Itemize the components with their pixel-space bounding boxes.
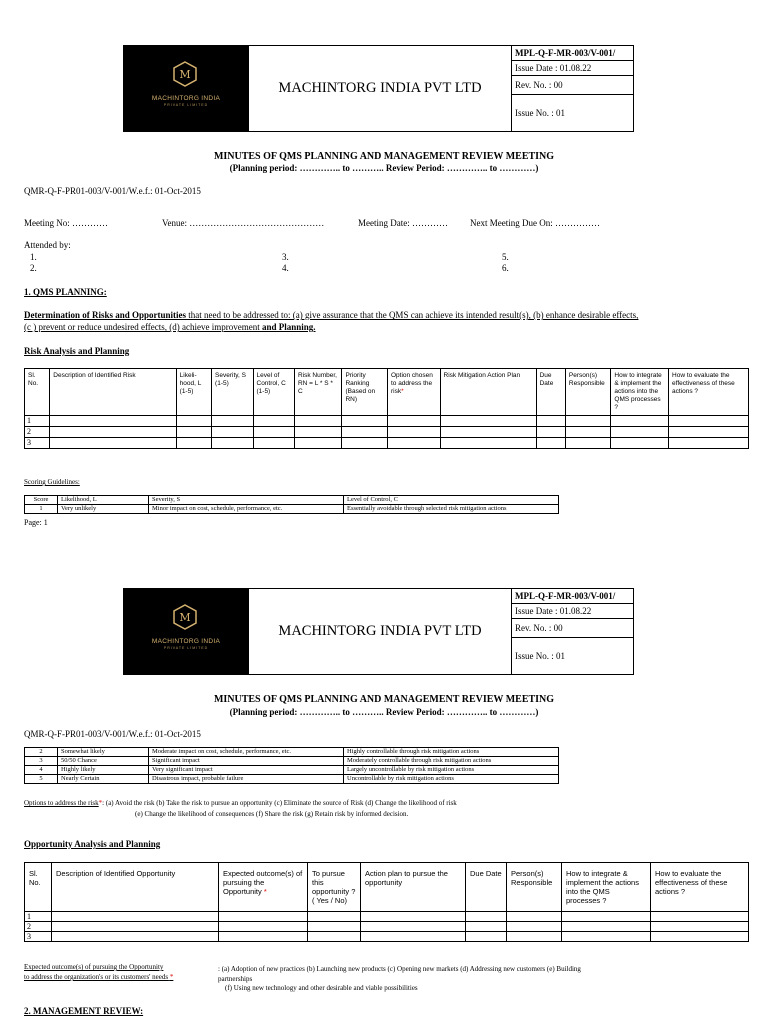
col-integrate: How to integrate & implement the actions into the QMS processes ? bbox=[611, 369, 669, 416]
table-row: 3 bbox=[25, 932, 749, 942]
planning-period: (Planning period: ………….. to ……….. Review Period: ………….. to …………) bbox=[229, 163, 539, 173]
expected-outcome-label: Expected outcome(s) of pursuing the Opportunity bbox=[24, 963, 164, 971]
col-risk-description: Description of Identified Risk bbox=[50, 369, 176, 416]
page-number: Page: 1 bbox=[24, 518, 48, 527]
scoring-label: Scoring Guidelines: bbox=[24, 478, 80, 486]
col-due-date: Due Date bbox=[536, 369, 565, 416]
expected-outcome-text-2: (f) Using new technology and other desirable and viable possibilities bbox=[225, 984, 418, 992]
expected-outcome-text: : (a) Adoption of new practices (b) Launching new products (c) Opening new markets (d) Addressing new customers (e) Building bbox=[218, 965, 581, 973]
logo-hexagon-icon bbox=[172, 61, 198, 87]
section-qms-planning: 1. QMS PLANNING: bbox=[24, 287, 107, 297]
logo-subtext: PRIVATE LIMITED bbox=[163, 103, 209, 107]
scoring-header: Severity, S bbox=[149, 496, 344, 505]
venue: Venue: ……………………………………… bbox=[162, 218, 325, 228]
risk-analysis-heading: Risk Analysis and Planning bbox=[24, 346, 130, 356]
col-option-chosen: Option chosen to address the risk* bbox=[387, 369, 440, 416]
next-meeting-date: Next Meeting Due On: …………… bbox=[470, 218, 600, 228]
table-row: 2 Somewhat likely Moderate impact on cost, schedule, performance, etc. Highly controllable through risk mitigation actions bbox=[25, 748, 559, 757]
header-block-2 bbox=[123, 588, 634, 675]
col-expected-outcome: Expected outcome(s) of pursuing the Opportunity * bbox=[219, 863, 308, 912]
attendee-2: 2. bbox=[30, 263, 37, 273]
col-responsible: Person(s) Responsible bbox=[565, 369, 611, 416]
scoring-header: Level of Control, C bbox=[344, 496, 559, 505]
col-likelihood: Likeli-hood, L (1-5) bbox=[176, 369, 211, 416]
section-management-review: 2. MANAGEMENT REVIEW: bbox=[24, 1006, 144, 1016]
col-evaluate: How to evaluate the effectiveness of these actions ? bbox=[651, 863, 749, 912]
page-title-2: MINUTES OF QMS PLANNING AND MANAGEMENT REVIEW MEETING bbox=[213, 694, 555, 705]
attended-by-label: Attended by: bbox=[24, 240, 71, 250]
logo-text: MACHINTORG INDIA bbox=[151, 95, 221, 102]
options-line-1: Options to address the risk*: (a) Avoid the risk (b) Take the risk to pursue an opportunity (c) Eliminate the source of Risk (d) Change the likelihood of risk bbox=[24, 799, 457, 807]
table-row: 1 bbox=[25, 416, 749, 427]
logo-subtext: PRIVATE LIMITED bbox=[163, 646, 209, 650]
company-logo bbox=[124, 46, 249, 131]
table-row: 3 50/50 Chance Significant impact Moderately controllable through risk mitigation actions bbox=[25, 757, 559, 766]
table-row: 1 bbox=[25, 912, 749, 922]
table-row: 5 Nearly Certain Disastrous impact, probable failure Uncontrollable by risk mitigation actions bbox=[25, 775, 559, 784]
attendee-5: 5. bbox=[502, 252, 509, 262]
scoring-table-continued bbox=[24, 747, 559, 784]
table-row: 1 Very unlikely Minor impact on cost, schedule, performance, etc. Essentially avoidable through selected risk mitigation actions bbox=[25, 505, 559, 514]
col-sl: Sl. No. bbox=[25, 369, 50, 416]
table-row: 2 bbox=[25, 922, 749, 932]
col-opportunity-description: Description of Identified Opportunity bbox=[52, 863, 219, 912]
logo-hexagon-icon bbox=[172, 604, 198, 630]
col-action-plan: Action plan to pursue the opportunity bbox=[361, 863, 466, 912]
svg-text:M: M bbox=[179, 611, 191, 624]
table-row: 3 bbox=[25, 438, 749, 449]
risk-table bbox=[24, 368, 749, 449]
form-reference: QMR-Q-F-PR01-003/V-001/W.e.f.: 01-Oct-2015 bbox=[24, 186, 201, 196]
attendee-3: 3. bbox=[282, 252, 289, 262]
col-due-date: Due Date bbox=[466, 863, 507, 912]
company-logo bbox=[124, 589, 249, 674]
attendee-4: 4. bbox=[282, 263, 289, 273]
svg-text:M: M bbox=[179, 68, 191, 81]
opportunity-table bbox=[24, 862, 749, 942]
scoring-header: Likelihood, L bbox=[58, 496, 149, 505]
rev-number: Rev. No. : 00 bbox=[512, 76, 633, 95]
page-title: MINUTES OF QMS PLANNING AND MANAGEMENT REVIEW MEETING bbox=[213, 151, 555, 162]
col-priority: Priority Ranking (Based on RN) bbox=[342, 369, 388, 416]
col-mitigation-plan: Risk Mitigation Action Plan bbox=[440, 369, 536, 416]
attendee-1: 1. bbox=[30, 252, 37, 262]
col-evaluate: How to evaluate the effectiveness of these actions ? bbox=[669, 369, 749, 416]
col-responsible: Person(s) Responsible bbox=[507, 863, 562, 912]
meeting-date: Meeting Date: ………… bbox=[358, 218, 448, 228]
doc-number: MPL-Q-F-MR-003/V-001/ bbox=[512, 589, 633, 604]
determination-text-2: (c ) prevent or reduce undesired effects, (d) achieve improvement and Planning. bbox=[24, 322, 316, 332]
rev-number: Rev. No. : 00 bbox=[512, 619, 633, 638]
issue-number: Issue No. : 01 bbox=[515, 651, 565, 661]
issue-number: Issue No. : 01 bbox=[515, 108, 565, 118]
form-reference-2: QMR-Q-F-PR01-003/V-001/W.e.f.: 01-Oct-2015 bbox=[24, 729, 201, 739]
planning-period-2: (Planning period: ………….. to ……….. Review Period: ………….. to …………) bbox=[229, 707, 539, 717]
logo-text: MACHINTORG INDIA bbox=[151, 638, 221, 645]
doc-number: MPL-Q-F-MR-003/V-001/ bbox=[512, 46, 633, 61]
table-row: 2 bbox=[25, 427, 749, 438]
company-name: MACHINTORG INDIA PVT LTD bbox=[249, 589, 512, 674]
table-row: 4 Highly likely Very significant impact Largely uncontrollable by risk mitigation actions bbox=[25, 766, 559, 775]
attendee-6: 6. bbox=[502, 263, 509, 273]
issue-date: Issue Date : 01.08.22 bbox=[512, 604, 633, 619]
col-integrate: How to integrate & implement the actions into the QMS processes ? bbox=[562, 863, 651, 912]
opportunity-heading: Opportunity Analysis and Planning bbox=[24, 839, 161, 849]
expected-outcome-text-partnerships: partnerships bbox=[218, 975, 253, 983]
options-line-2: (e) Change the likelihood of consequences (f) Share the risk (g) Retain risk by informed decision. bbox=[135, 810, 409, 818]
meeting-number: Meeting No: ………… bbox=[24, 218, 108, 228]
col-risk-number: Risk Number, RN = L * S * C bbox=[294, 369, 342, 416]
issue-date: Issue Date : 01.08.22 bbox=[512, 61, 633, 76]
scoring-table bbox=[24, 495, 559, 514]
company-name: MACHINTORG INDIA PVT LTD bbox=[249, 46, 512, 131]
determination-text: Determination of Risks and Opportunities that need to be addressed to: (a) give assurance that the QMS can achieve its intended result(s), (b) enhance desirable effects, bbox=[24, 310, 639, 320]
expected-outcome-label-2: to address the organization's or its customers' needs * bbox=[24, 973, 174, 981]
scoring-header: Score bbox=[25, 496, 58, 505]
col-severity: Severity, S (1-5) bbox=[212, 369, 253, 416]
header-block bbox=[123, 45, 634, 132]
col-pursue: To pursue this opportunity ? ( Yes / No) bbox=[308, 863, 361, 912]
col-control: Level of Control, C (1-5) bbox=[253, 369, 294, 416]
col-sl: Sl. No. bbox=[25, 863, 52, 912]
